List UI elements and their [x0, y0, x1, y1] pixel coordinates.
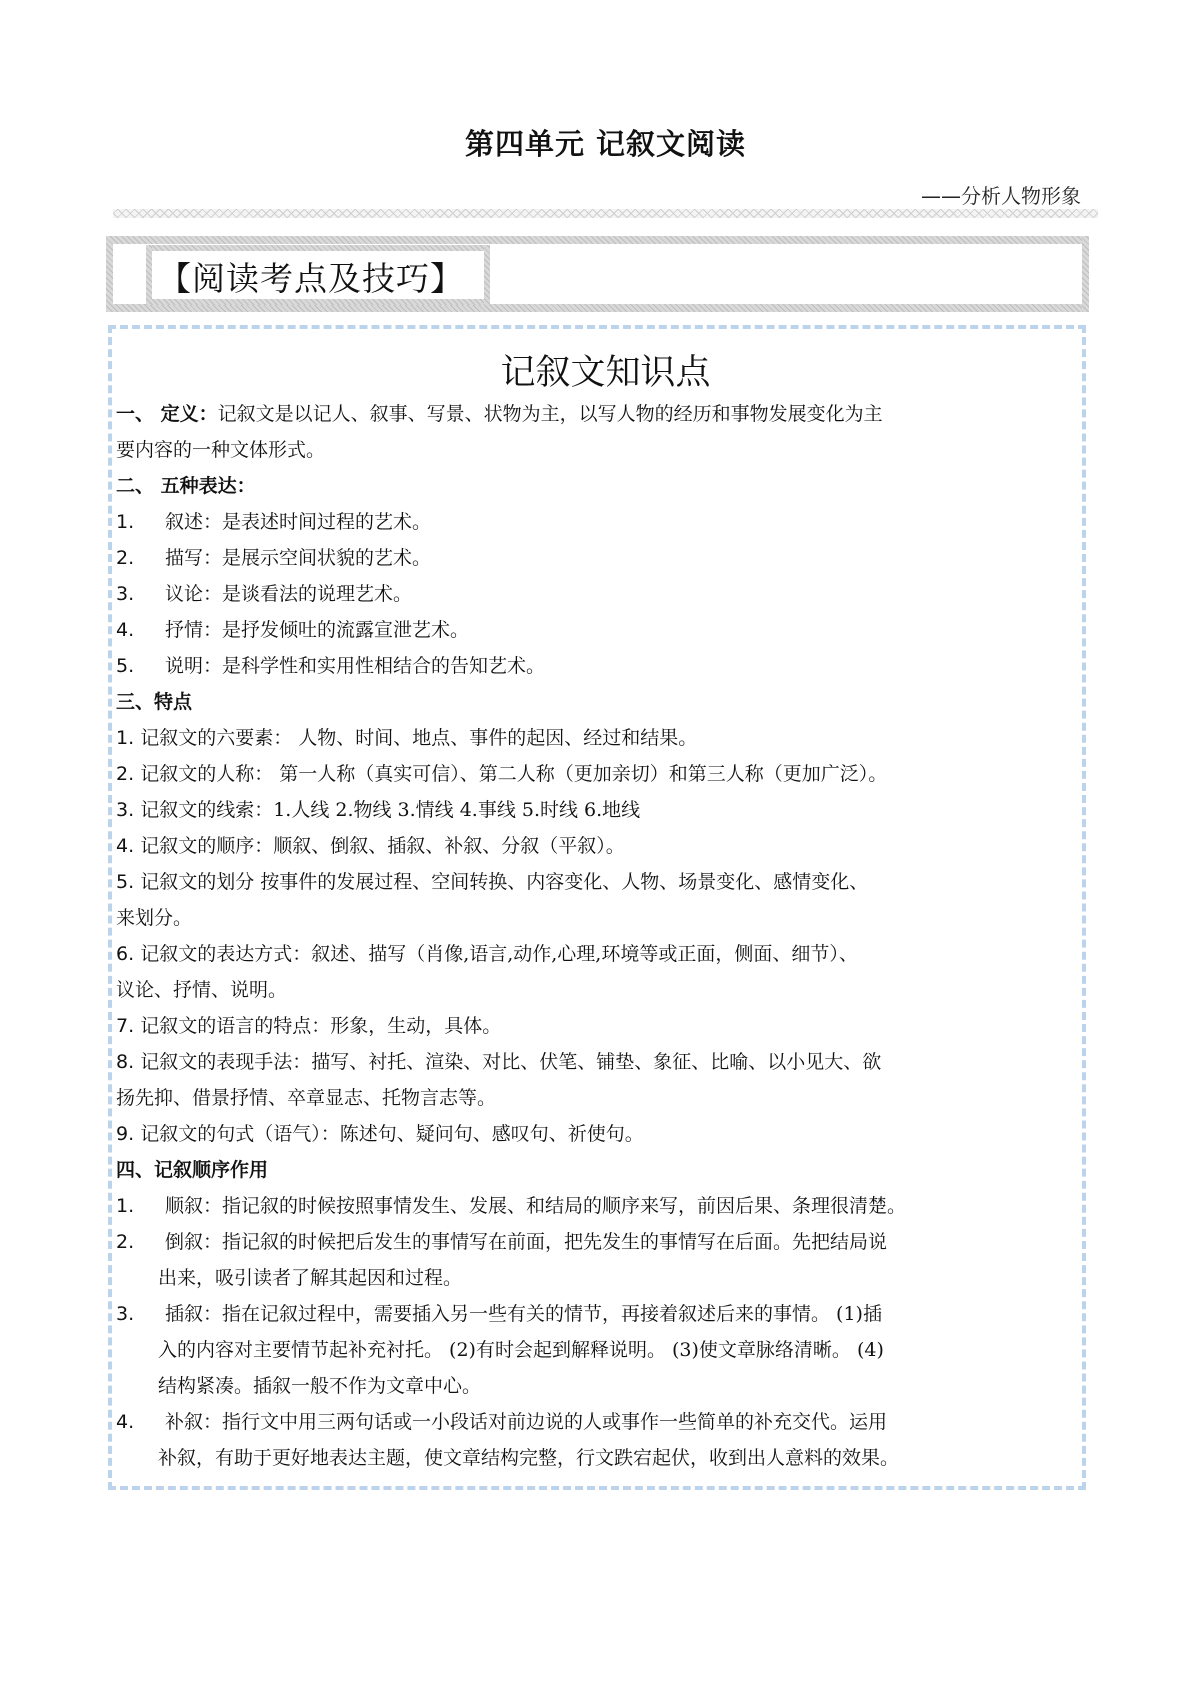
- list-item: [116, 648, 1086, 684]
- definition-text: 记叙文是以记人、叙事、写景、状物为主，以写人物的经历和事物发展变化为主: [217, 403, 883, 425]
- item-text: 叙述：是表述时间过程的艺术。: [165, 511, 432, 533]
- item-text: 说明：是科学性和实用性相结合的告知艺术。: [165, 655, 546, 677]
- item-number: 2.: [116, 763, 135, 785]
- list-item: [116, 1404, 1086, 1440]
- decorative-divider: [113, 209, 1098, 218]
- item-number: 5.: [116, 871, 135, 893]
- item-text: 记叙文的人称： 第一人称（真实可信）、第二人称（更加亲切）和第三人称（更加广泛）。: [140, 763, 888, 785]
- definition-line-2: 要内容的一种文体形式。: [116, 439, 326, 461]
- label-border-top: [146, 245, 490, 251]
- list-item-continuation: 结构紧凑。插叙一般不作为文章中心。: [158, 1375, 482, 1397]
- list-item: [116, 1008, 1086, 1044]
- item-number: 4.: [116, 1411, 135, 1433]
- item-number: 2.: [116, 547, 135, 569]
- list-item: [116, 828, 1086, 864]
- section-heading-features: 三、特点: [116, 691, 193, 713]
- item-number: 3.: [116, 1303, 135, 1325]
- list-item: [116, 1044, 1086, 1080]
- item-text: 议论：是谈看法的说理艺术。: [165, 583, 413, 605]
- list-item: [116, 504, 1086, 540]
- item-text: 记叙文的六要素： 人物、时间、地点、事件的起因、经过和结果。: [140, 727, 698, 749]
- section-heading-definition: 一、 定义：: [116, 403, 218, 425]
- item-text: 记叙文的线索：1.人线 2.物线 3.情线 4.事线 5.时线 6.地线: [140, 799, 641, 821]
- list-item: [116, 1224, 1086, 1260]
- item-number: 3.: [116, 583, 135, 605]
- section-heading-sequence: 四、记叙顺序作用: [116, 1159, 269, 1181]
- item-number: 4.: [116, 619, 135, 641]
- item-number: 3.: [116, 799, 135, 821]
- list-item: [116, 720, 1086, 756]
- list-item: [116, 864, 1086, 900]
- item-number: 5.: [116, 655, 135, 677]
- item-text: 描写：是展示空间状貌的艺术。: [165, 547, 432, 569]
- list-item-continuation: 来划分。: [116, 907, 193, 929]
- item-text: 顺叙：指记叙的时候按照事情发生、发展、和结局的顺序来写，前因后果、条理很清楚。: [165, 1195, 907, 1217]
- item-text: 记叙文的表达方式：叙述、描写（肖像,语言,动作,心理,环境等或正面，侧面、细节）、: [140, 943, 858, 965]
- item-text: 记叙文的顺序：顺叙、倒叙、插叙、补叙、分叙（平叙）。: [140, 835, 625, 857]
- list-item: [116, 792, 1086, 828]
- knowledge-title: 记叙文知识点: [500, 353, 711, 393]
- banner-border-top: [106, 236, 1089, 244]
- label-border-right: [484, 245, 490, 305]
- list-item: [116, 540, 1086, 576]
- definition-line-1: [116, 396, 1086, 432]
- item-text: 记叙文的句式（语气）：陈述句、疑问句、感叹句、祈使句。: [140, 1123, 644, 1145]
- list-item-continuation: 议论、抒情、说明。: [116, 979, 288, 1001]
- unit-subtitle: ——分析人物形象: [921, 184, 1081, 208]
- item-number: 9.: [116, 1123, 135, 1145]
- item-text: 记叙文的划分 按事件的发展过程、空间转换、内容变化、人物、场景变化、感情变化、: [140, 871, 869, 893]
- item-number: 2.: [116, 1231, 135, 1253]
- knowledge-content: [116, 396, 1086, 1476]
- banner-label-box: [146, 245, 490, 305]
- list-item: [116, 1296, 1086, 1332]
- banner-border-bottom: [106, 304, 1089, 312]
- item-text: 倒叙：指记叙的时候把后发生的事情写在前面，把先发生的事情写在后面。先把结局说: [165, 1231, 888, 1253]
- label-border-left: [146, 245, 152, 305]
- item-number: 8.: [116, 1051, 135, 1073]
- banner-label: 【阅读考点及技巧】: [158, 259, 464, 298]
- item-text: 补叙：指行文中用三两句话或一小段话对前边说的人或事作一些简单的补充交代。运用: [165, 1411, 888, 1433]
- section-heading-expressions: 二、 五种表达：: [116, 475, 256, 497]
- list-item-continuation: 补叙，有助于更好地表达主题，使文章结构完整，行文跌宕起伏，收到出人意料的效果。: [158, 1447, 900, 1469]
- item-text: 插叙：指在记叙过程中，需要插入另一些有关的情节，再接着叙述后来的事情。 (1)插: [165, 1303, 882, 1325]
- item-number: 7.: [116, 1015, 135, 1037]
- banner-border-left: [106, 236, 113, 312]
- unit-title: 第四单元 记叙文阅读: [464, 127, 747, 161]
- item-number: 4.: [116, 835, 135, 857]
- item-number: 1.: [116, 1195, 135, 1217]
- item-number: 1.: [116, 727, 135, 749]
- item-text: 记叙文的表现手法：描写、衬托、渲染、对比、伏笔、铺垫、象征、比喻、以小见大、欲: [140, 1051, 882, 1073]
- list-item: [116, 576, 1086, 612]
- list-item-continuation: 出来，吸引读者了解其起因和过程。: [158, 1267, 463, 1289]
- item-number: 6.: [116, 943, 135, 965]
- list-item: [116, 612, 1086, 648]
- list-item-continuation: 入的内容对主要情节起补充衬托。 (2)有时会起到解释说明。 (3)使文章脉络清晰。 (4): [158, 1339, 884, 1361]
- list-item: [116, 756, 1086, 792]
- list-item: [116, 1188, 1086, 1224]
- item-text: 记叙文的语言的特点：形象，生动，具体。: [140, 1015, 502, 1037]
- item-text: 抒情：是抒发倾吐的流露宣泄艺术。: [165, 619, 470, 641]
- list-item-continuation: 扬先抑、借景抒情、卒章显志、托物言志等。: [116, 1087, 497, 1109]
- list-item: [116, 1116, 1086, 1152]
- list-item: [116, 936, 1086, 972]
- banner-border-right: [1082, 236, 1089, 312]
- item-number: 1.: [116, 511, 135, 533]
